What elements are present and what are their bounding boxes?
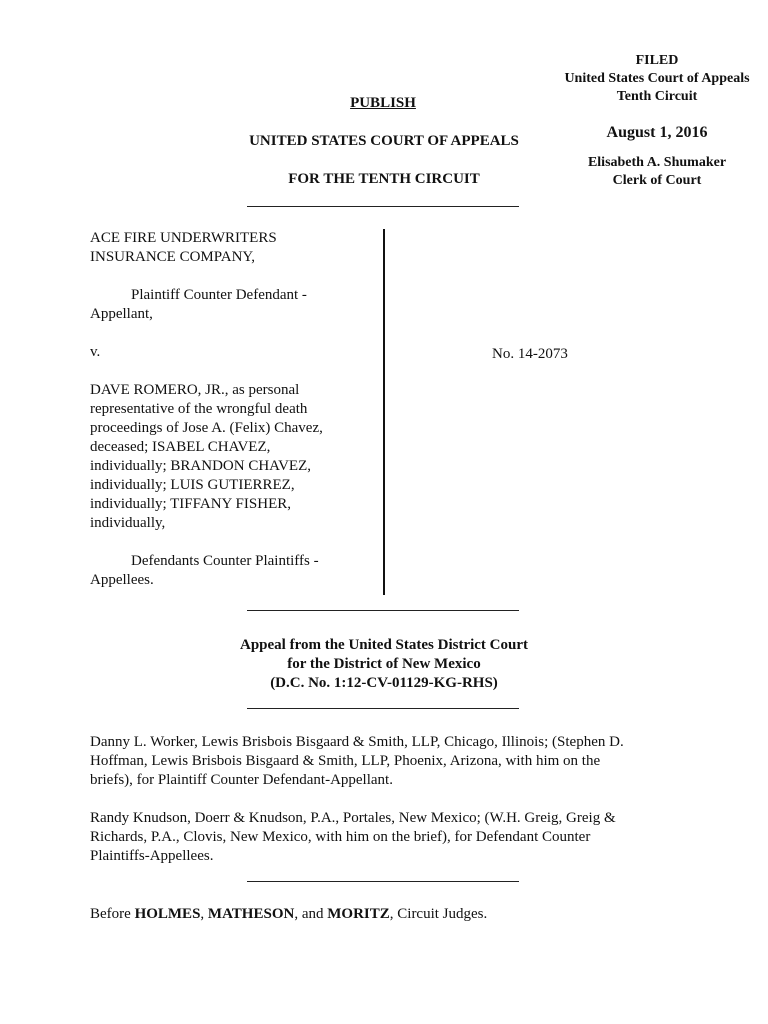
appellant-counsel bbox=[90, 733, 690, 790]
defendant-line: individually, bbox=[90, 515, 166, 531]
versus: v. bbox=[90, 344, 101, 360]
appeal-line-1: Appeal from the United States District Court bbox=[239, 637, 529, 653]
circuit-name: FOR THE TENTH CIRCUIT bbox=[288, 171, 480, 187]
appeal-origin bbox=[190, 636, 578, 693]
counsel-line: Richards, P.A., Clovis, New Mexico, with him on the brief), for Defendant Counter bbox=[90, 829, 591, 845]
counsel-line: Hoffman, Lewis Brisbois Bisgaard & Smith, LLP, Phoenix, Arizona, with him on the bbox=[90, 753, 601, 769]
defendants-role-line: Appellees. bbox=[90, 572, 154, 588]
filed-court: United States Court of Appeals bbox=[564, 71, 750, 86]
appellee-counsel bbox=[90, 809, 690, 866]
filed-stamp bbox=[548, 52, 766, 190]
defendant-line: deceased; ISABEL CHAVEZ, bbox=[90, 439, 271, 455]
appeal-divider bbox=[247, 708, 519, 709]
publish-heading: PUBLISH bbox=[350, 95, 416, 111]
counsel-line: Randy Knudson, Doerr & Knudson, P.A., Portales, New Mexico; (W.H. Greig, Greig & bbox=[90, 810, 616, 826]
caption-bottom-divider bbox=[247, 610, 519, 611]
defendant-line: proceedings of Jose A. (Felix) Chavez, bbox=[90, 420, 323, 436]
case-number: No. 14-2073 bbox=[492, 346, 568, 362]
counsel-line: Danny L. Worker, Lewis Brisbois Bisgaard & Smith, LLP, Chicago, Illinois; (Stephen D. bbox=[90, 734, 624, 750]
filed-label: FILED bbox=[635, 53, 679, 68]
filed-date: August 1, 2016 bbox=[606, 124, 708, 141]
defendant-line: DAVE ROMERO, JR., as personal bbox=[90, 382, 300, 398]
plaintiff-role-line: Appellant, bbox=[90, 306, 153, 322]
defendant-line: individually; LUIS GUTIERREZ, bbox=[90, 477, 295, 493]
defendant-line: individually; TIFFANY FISHER, bbox=[90, 496, 291, 512]
defendant-line: representative of the wrongful death bbox=[90, 401, 308, 417]
defendants-names bbox=[90, 381, 370, 533]
plaintiff-name bbox=[90, 229, 370, 267]
separator: , bbox=[200, 906, 208, 922]
defendant-line: individually; BRANDON CHAVEZ, bbox=[90, 458, 311, 474]
plaintiff-name-line: ACE FIRE UNDERWRITERS bbox=[90, 230, 277, 246]
separator: , and bbox=[294, 906, 328, 922]
counsel-divider bbox=[247, 881, 519, 882]
clerk-name: Elisabeth A. Shumaker bbox=[587, 155, 727, 170]
filed-circuit: Tenth Circuit bbox=[616, 89, 698, 104]
before-text: Before bbox=[90, 906, 135, 922]
judge-name: MATHESON bbox=[207, 906, 295, 922]
plaintiff-name-line: INSURANCE COMPANY, bbox=[90, 249, 256, 265]
defendants-role bbox=[90, 552, 370, 590]
judge-name: HOLMES bbox=[134, 906, 201, 922]
counsel-line: briefs), for Plaintiff Counter Defendant-Appellant. bbox=[90, 772, 393, 788]
appeal-line-2: for the District of New Mexico bbox=[287, 656, 481, 672]
defendants-role-line: Defendants Counter Plaintiffs - bbox=[131, 553, 319, 569]
court-name: UNITED STATES COURT OF APPEALS bbox=[249, 133, 519, 149]
panel-judges bbox=[90, 905, 690, 924]
plaintiff-role-line: Plaintiff Counter Defendant - bbox=[131, 287, 307, 303]
clerk-title: Clerk of Court bbox=[612, 173, 702, 188]
judge-name: MORITZ bbox=[327, 906, 390, 922]
judges-suffix: , Circuit Judges. bbox=[389, 906, 488, 922]
case-caption bbox=[90, 229, 370, 609]
header-divider bbox=[247, 206, 519, 207]
district-case-number: (D.C. No. 1:12-CV-01129-KG-RHS) bbox=[270, 675, 498, 691]
plaintiff-role bbox=[90, 286, 370, 324]
caption-divider-line bbox=[383, 229, 385, 595]
counsel-line: Plaintiffs-Appellees. bbox=[90, 848, 214, 864]
